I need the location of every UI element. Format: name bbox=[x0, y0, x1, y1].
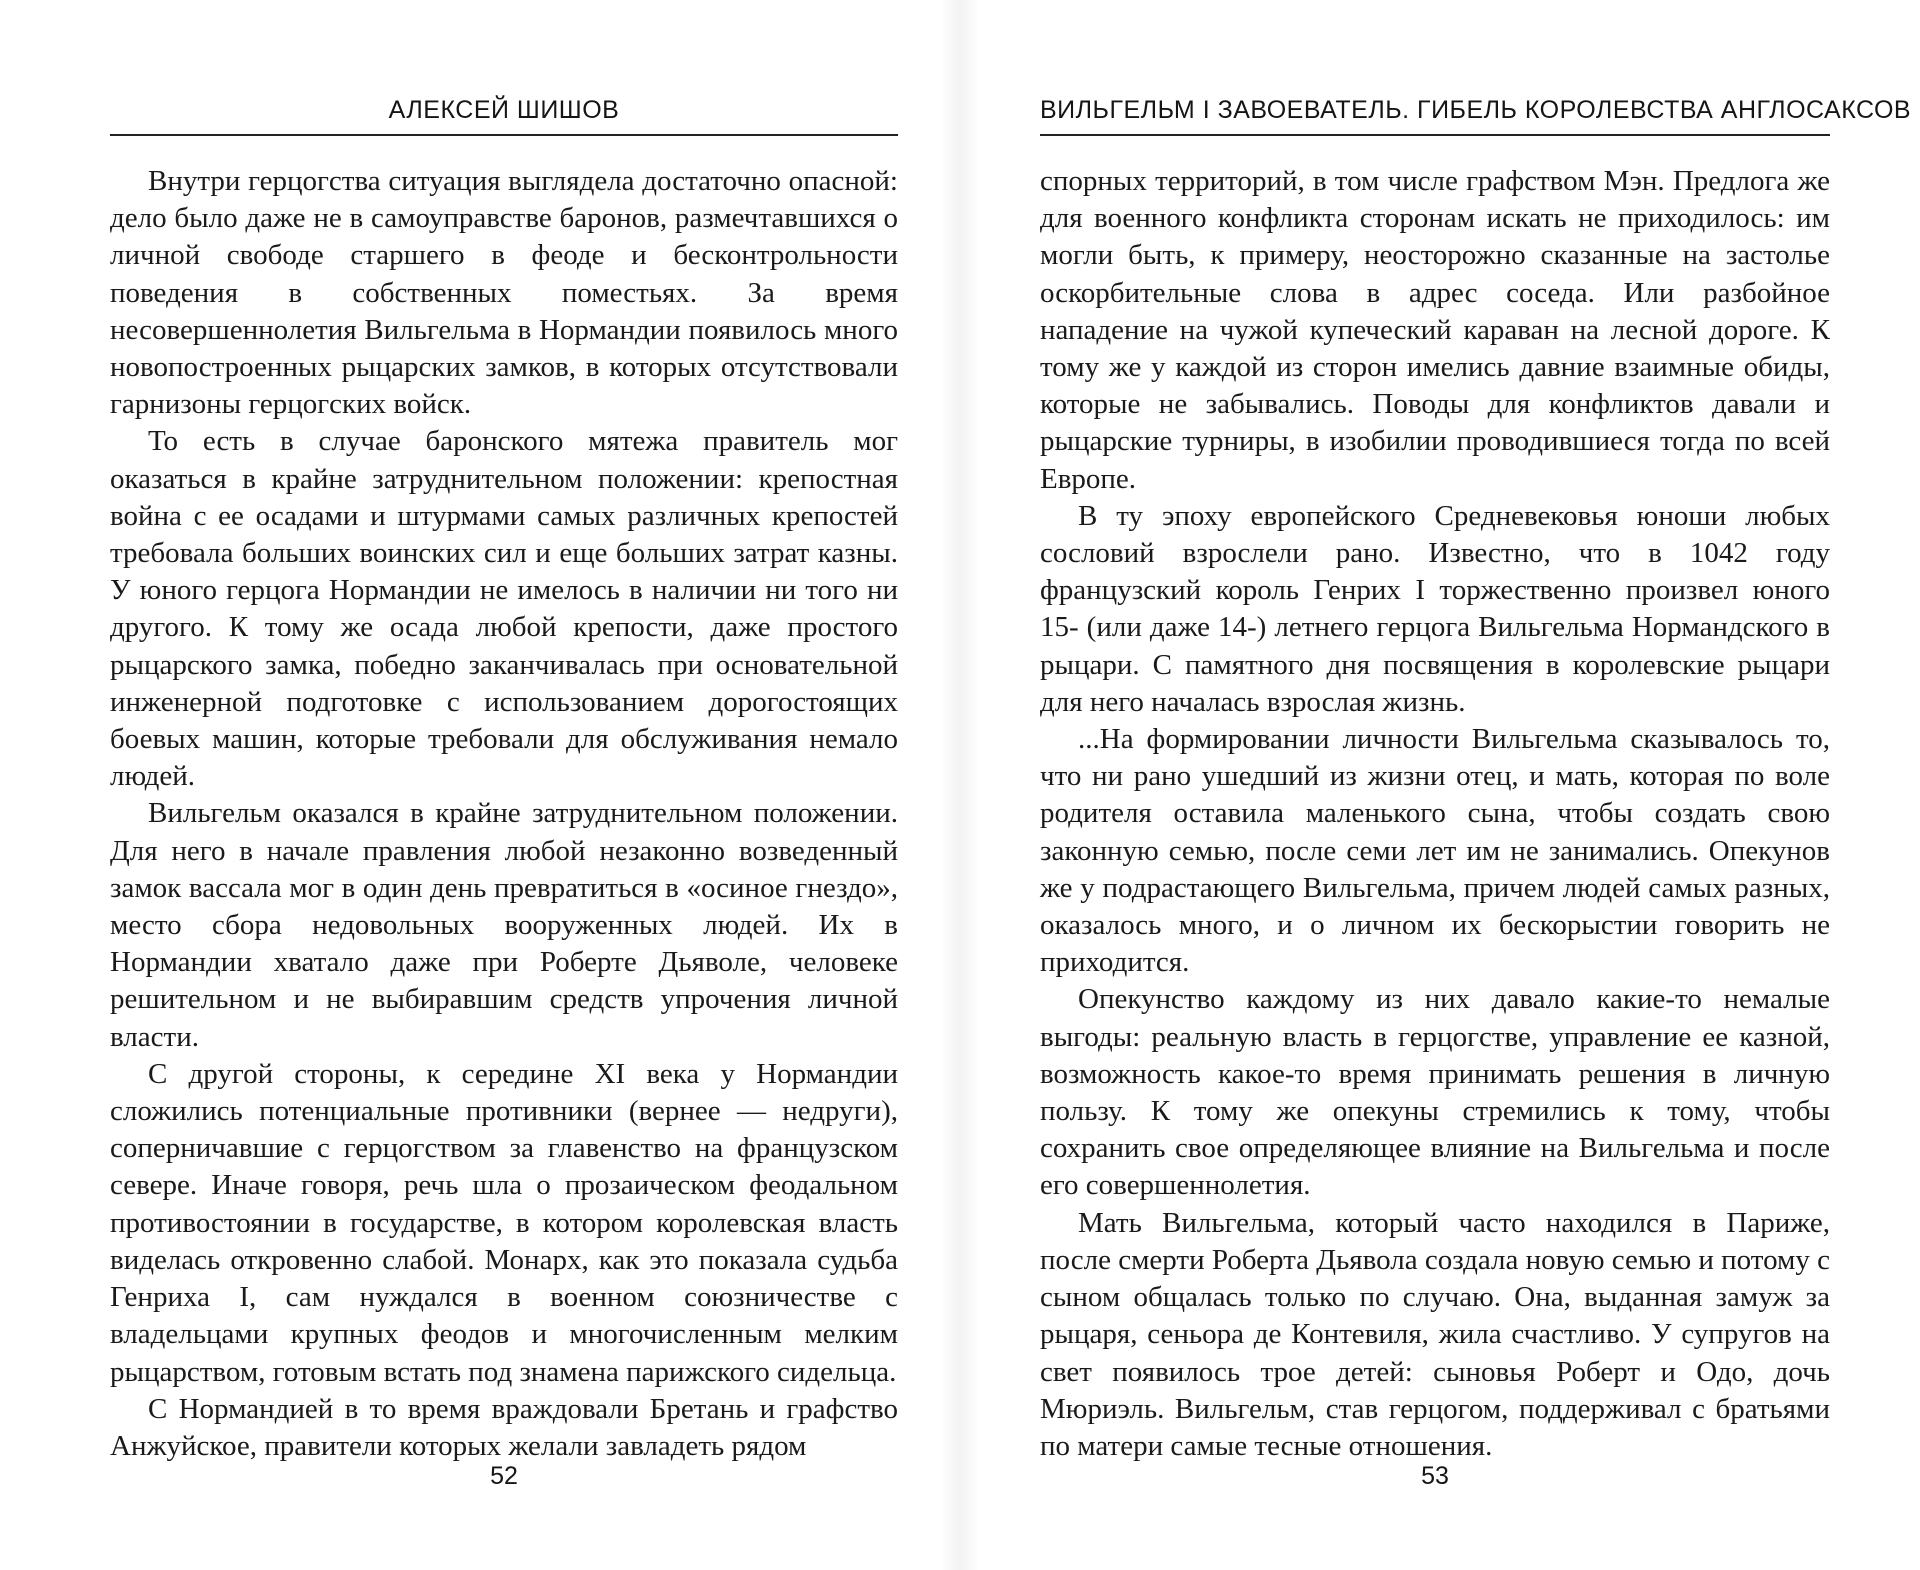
running-head-author: АЛЕКСЕЙ ШИШОВ bbox=[388, 96, 620, 124]
header-rule bbox=[1040, 134, 1830, 136]
paragraph: Вильгельм оказался в крайне затруднительном положении. Для него в начале правления любой незаконно возведенный замок вассала мог в один день превратиться в «осиное гнездо», место сбора недовольных вооруженных людей. Их в Нормандии хватало даже при Роберте Дьяволе, человеке решительном и не выбиравшим средств упрочения личной власти. bbox=[110, 797, 898, 1053]
paragraph: В ту эпоху европейского Средневековья юноши любых сословий взрослели рано. Известно, что в 1042 году французский король Генрих I торжественно произвел юного 15- (или даже 14-) летнего герцога Вильгельма Нормандского в рыцари. С памятного дня посвящения в королевские рыцари для него началась взрослая жизнь. bbox=[1040, 499, 1830, 718]
left-page bbox=[110, 0, 898, 1570]
paragraph: С другой стороны, к середине XI века у Нормандии сложились потенциальные противники (вернее — недруги), соперничавшие с герцогством за главенство на французском севере. Иначе говоря, речь шла о прозаическом феодальном противостоянии в государстве, в котором королевская власть виделась откровенно слабой. Монарх, как это показала судьба Генриха I, сам нуждался в военном союзничестве с владельцами крупных феодов и многочисленным мелким рыцарством, готовым встать под знамена парижского сидельца. bbox=[110, 1057, 898, 1388]
paragraph: ...На формировании личности Вильгельма сказывалось то, что ни рано ушедший из жизни отец, и мать, которая по воле родителя оставила маленького сына, чтобы создать свою законную семью, после семи лет им не занимались. Опекунов же у подрастающего Вильгельма, причем людей самых разных, оказалось много, и о личном их бескорыстии говорить не приходится. bbox=[1040, 723, 1830, 979]
page-number: 52 bbox=[490, 1462, 518, 1490]
paragraph: Опекунство каждому из них давало какие-то немалые выгоды: реальную власть в герцогстве, управление ее казной, возможность какое-то время принимать решения в личную пользу. К тому же опекуны стремились к тому, чтобы сохранить свое определяющее влияние на Вильгельма и после его совершеннолетия. bbox=[1040, 983, 1830, 1202]
continued-paragraph: спорных территорий, в том числе графством Мэн. Предлога же для военного конфликта сторонам искать не приходилось: им могли быть, к примеру, неосторожно сказанные на застолье оскорбительные слова в адрес соседа. Или разбойное нападение на чужой купеческий караван на лесной дороге. К тому же у каждой из сторон имелись давние взаимные обиды, которые не забывались. Поводы для конфликтов давали и рыцарские турниры, в изобилии проводившиеся тогда по всей Европе. bbox=[1040, 165, 1830, 495]
right-body-text bbox=[1040, 163, 1830, 1465]
right-page bbox=[1040, 0, 1912, 1570]
page-number: 53 bbox=[1421, 1462, 1449, 1490]
paragraph: Мать Вильгельма, который часто находился в Париже, после смерти Роберта Дьявола создала новую семью и потому с сыном общалась только по случаю. Она, выданная замуж за рыцаря, сеньора де Контевиля, жила счастливо. У супругов на свет появилось трое детей: сыновья Роберт и Одо, дочь Мюриэль. Вильгельм, став герцогом, поддерживал с братьями по матери самые тесные отношения. bbox=[1040, 1206, 1830, 1462]
header-rule bbox=[110, 134, 898, 136]
paragraph: С Нормандией в то время враждовали Бретань и графство Анжуйское, правители которых желали завладеть рядом bbox=[110, 1392, 898, 1462]
paragraph: Внутри герцогства ситуация выглядела достаточно опасной: дело было даже не в самоуправстве баронов, размечтавшихся о личной свободе старшего в феоде и бесконтрольности поведения в собственных поместьях. За время несовершеннолетия Вильгельма в Нормандии появилось много новопостроенных рыцарских замков, в которых отсутствовали гарнизоны герцогских войск. bbox=[110, 165, 898, 421]
left-body-text bbox=[110, 163, 898, 1465]
gutter-shadow bbox=[940, 0, 980, 1570]
paragraph: То есть в случае баронского мятежа правитель мог оказаться в крайне затруднительном положении: крепостная война с ее осадами и штурмами самых различных крепостей требовала больших воинских сил и еще больших затрат казны. У юного герцога Нормандии не имелось в наличии ни того ни другого. К тому же осада любой крепости, даже простого рыцарского замка, победно заканчивалась при основательной инженерной подготовке с использованием дорогостоящих боевых машин, которые требовали для обслуживания немало людей. bbox=[110, 425, 898, 793]
running-head-title: ВИЛЬГЕЛЬМ I ЗАВОЕВАТЕЛЬ. ГИБЕЛЬ КОРОЛЕВСТВА АНГЛОСАКСОВ bbox=[1040, 96, 1912, 124]
